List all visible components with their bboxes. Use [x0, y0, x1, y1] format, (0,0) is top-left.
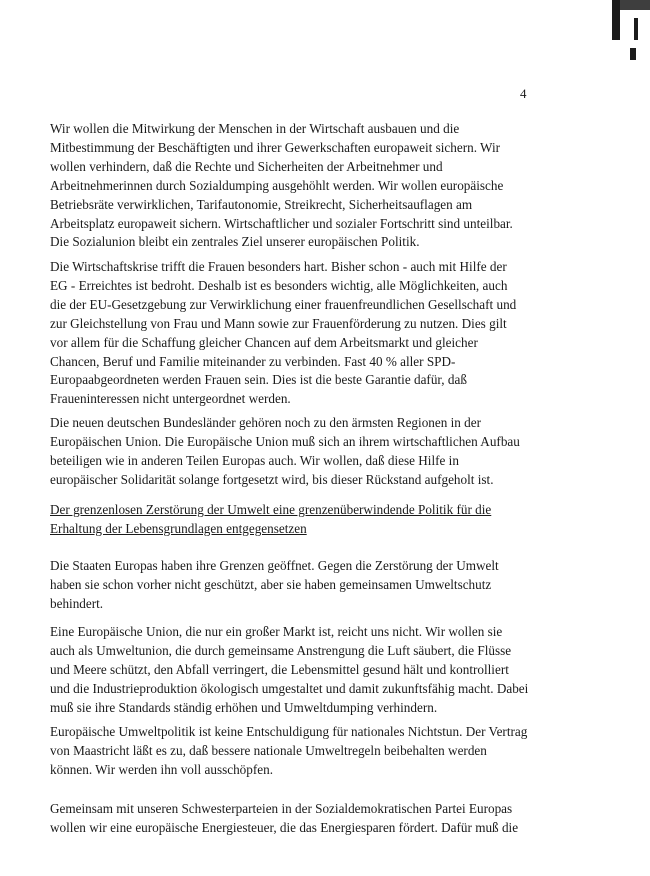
scan-edge-mark	[620, 0, 650, 10]
text-line: können. Wir werden ihn voll ausschöpfen.	[50, 761, 273, 777]
text-line: von Maastricht läßt es zu, daß bessere nationale Umweltregeln beibehalten werden	[50, 742, 487, 758]
paragraph	[50, 258, 536, 409]
heading-line: Erhaltung der Lebensgrundlagen entgegensetzen	[50, 520, 307, 536]
paragraph	[50, 623, 536, 718]
text-line: zur Gleichstellung von Frau und Mann sowie zur Frauenförderung zu nutzen. Dies gilt	[50, 315, 507, 331]
text-line: Wir wollen die Mitwirkung der Menschen in der Wirtschaft ausbauen und die	[50, 121, 460, 136]
text-line: europäischer Solidarität solange fortgesetzt wird, bis dieser Rückstand aufgeholt ist.	[50, 471, 494, 487]
text-line: Europäische Umweltpolitik ist keine Entschuldigung für nationales Nichtstun. Der Vertrag	[50, 724, 528, 739]
text-line: haben sie schon vorher nicht geschützt, aber sie haben gemeinsamen Umweltschutz	[50, 576, 492, 592]
text-line: Die neuen deutschen Bundesländer gehören noch zu den ärmsten Regionen in der	[50, 415, 482, 430]
text-line: Europaabgeordneten werden Frauen sein. Dies ist die beste Garantie dafür, daß	[50, 372, 467, 388]
paragraph	[50, 557, 536, 614]
text-line: wollen wir eine europäische Energiesteuer, die das Energiesparen fördert. Dafür muß die	[50, 819, 519, 835]
paragraph	[50, 414, 536, 490]
paragraph	[50, 120, 536, 252]
text-line: Arbeitsplatz europaweit sichern. Wirtschaftlicher und sozialer Fortschritt sind unteilbar.	[50, 215, 513, 231]
text-line: Die Wirtschaftskrise trifft die Frauen besonders hart. Bisher schon - auch mit Hilfe der	[50, 259, 507, 274]
text-line: Fraueninteressen nicht untergeordnet werden.	[50, 391, 291, 407]
text-line: beteiligen wie in anderen Teilen Europas auch. Wir wollen, daß diese Hilfe in	[50, 452, 459, 468]
text-line: Die Sozialunion bleibt ein zentrales Ziel unserer europäischen Politik.	[50, 234, 420, 250]
section-heading	[50, 501, 536, 539]
text-line: Die Staaten Europas haben ihre Grenzen geöffnet. Gegen die Zerstörung der Umwelt	[50, 558, 499, 573]
paragraph	[50, 800, 536, 838]
text-line: wollen verhindern, daß die Rechte und Sicherheiten der Arbeitnehmer und	[50, 158, 443, 174]
text-line: behindert.	[50, 595, 104, 611]
scan-edge-mark	[612, 0, 620, 40]
text-line: Gemeinsam mit unseren Schwesterparteien in der Sozialdemokratischen Partei Europas	[50, 801, 513, 816]
text-line: und die Industrieproduktion ökologisch umgestaltet und damit zukunftsfähig macht. Dabei	[50, 680, 529, 696]
text-line: Betriebsräte verwirklichen, Tarifautonomie, Streikrecht, Sicherheitsauflagen am	[50, 196, 473, 212]
text-line: Mitbestimmung der Beschäftigten und ihrer Gewerkschaften europaweit sichern. Wir	[50, 139, 501, 155]
scan-edge-mark	[634, 18, 638, 40]
scan-edge-mark	[630, 48, 636, 60]
heading-line: Der grenzenlosen Zerstörung der Umwelt eine grenzenüberwindende Politik für die	[50, 502, 492, 517]
text-line: Eine Europäische Union, die nur ein großer Markt ist, reicht uns nicht. Wir wollen sie	[50, 624, 503, 639]
text-line: muß sie ihre Standards ständig erhöhen und Umweltdumping verhindern.	[50, 699, 438, 715]
page-number: 4	[520, 86, 527, 101]
text-line: EG - Erreichtes ist bedroht. Deshalb ist es besonders wichtig, alle Möglichkeiten, auch	[50, 277, 508, 293]
text-line: die der EU-Gesetzgebung zur Verwirklichung einer frauenfreundlichen Gesellschaft und	[50, 296, 517, 312]
paragraph	[50, 723, 536, 780]
text-line: vor allem für die Schaffung gleicher Chancen auf dem Arbeitsmarkt und gleicher	[50, 334, 478, 350]
text-line: Europäischen Union. Die Europäische Union muß sich an ihrem wirtschaftlichen Aufbau	[50, 433, 520, 449]
text-line: Arbeitnehmerinnen durch Sozialdumping ausgehöhlt werden. Wir wollen europäische	[50, 177, 504, 193]
text-line: und Meere schützt, den Abfall verringert, die Lebensmittel gesund hält und kontrolliert	[50, 661, 509, 677]
text-line: Chancen, Beruf und Familie miteinander zu verbinden. Fast 40 % aller SPD-	[50, 353, 456, 369]
text-line: auch als Umweltunion, die durch gemeinsame Anstrengung die Luft säubert, die Flüsse	[50, 642, 512, 658]
